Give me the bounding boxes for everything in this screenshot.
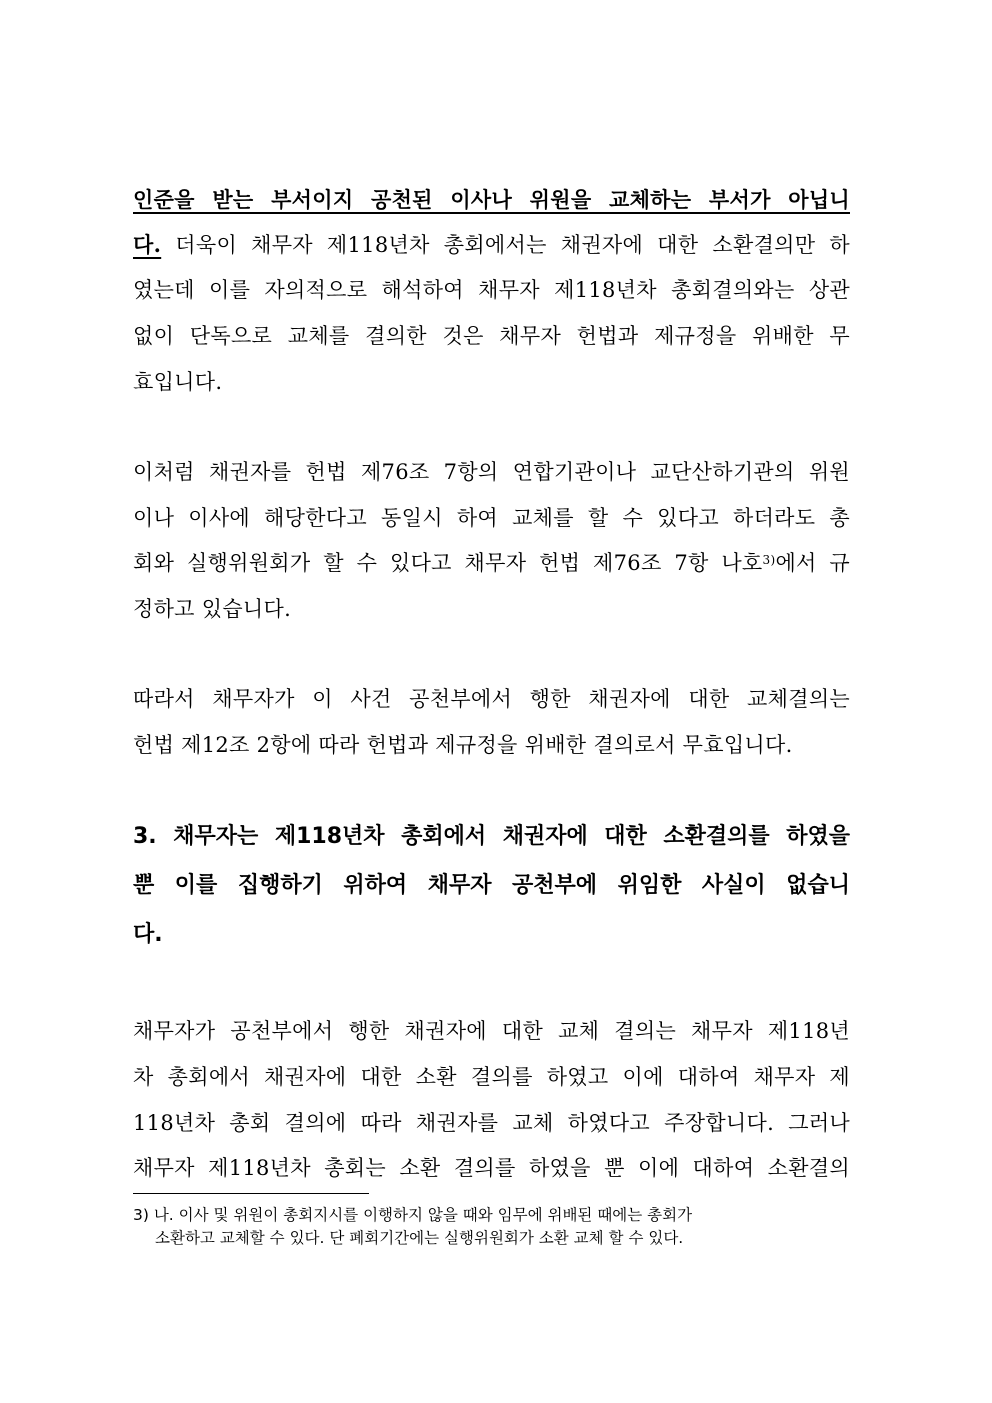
paragraph-2-line-4: 정하고 있습니다. xyxy=(133,597,292,621)
paragraph-1-line-5: 효입니다. xyxy=(133,370,223,394)
paragraph-1-line-2-bold: 다. xyxy=(133,232,162,257)
paragraph-4-line-3: 118년차 총회 결의에 따라 채권자를 교체 하였다고 주장합니다. 그러나 xyxy=(133,1111,850,1135)
paragraph-2-line-3-text: 회와 실행위원회가 할 수 있다고 채무자 헌법 제76조 7항 나호 xyxy=(133,551,763,575)
footnote-reference[interactable]: 3) xyxy=(762,553,776,567)
paragraph-1-line-2 xyxy=(133,230,850,260)
section-3-heading-line-3: 다. xyxy=(133,922,163,947)
paragraph-2-line-2: 이나 이사에 해당한다고 동일시 하여 교체를 할 수 있다고 하더라도 총 xyxy=(133,506,850,530)
paragraph-3-line-2: 헌법 제12조 2항에 따라 헌법과 제규정을 위배한 결의로서 무효입니다. xyxy=(133,733,793,757)
paragraph-1-line-2-rest: 더욱이 채무자 제118년차 총회에서는 채권자에 대한 소환결의만 하 xyxy=(161,233,850,257)
paragraph-1-line-1: 인준을 받는 부서이지 공천된 이사나 위원을 교체하는 부서가 아닙니 xyxy=(133,187,850,212)
footnote-line-1: 3) 나. 이사 및 위원이 총회지시를 이행하지 않을 때와 임무에 위배된 때에는 총회가 xyxy=(133,1206,693,1224)
paragraph-3-line-1: 따라서 채무자가 이 사건 공천부에서 행한 채권자에 대한 교체결의는 xyxy=(133,687,850,711)
footnote-separator xyxy=(133,1193,369,1194)
paragraph-2-line-3 xyxy=(133,548,850,578)
footnote-line-2: 소환하고 교체할 수 있다. 단 폐회기간에는 실행위원회가 소환 교체 할 수 있다. xyxy=(155,1229,684,1247)
section-3-heading-line-1: 3. 채무자는 제118년차 총회에서 채권자에 대한 소환결의를 하였을 xyxy=(133,824,850,849)
paragraph-4-line-1: 채무자가 공천부에서 행한 채권자에 대한 교체 결의는 채무자 제118년 xyxy=(133,1019,850,1043)
paragraph-1-line-3: 였는데 이를 자의적으로 해석하여 채무자 제118년차 총회결의와는 상관 xyxy=(133,278,850,302)
section-3-heading-line-2: 뿐 이를 집행하기 위하여 채무자 공천부에 위임한 사실이 없습니 xyxy=(133,873,850,898)
paragraph-4-line-2: 차 총회에서 채권자에 대한 소환 결의를 하였고 이에 대하여 채무자 제 xyxy=(133,1065,850,1089)
paragraph-2-line-1: 이처럼 채권자를 헌법 제76조 7항의 연합기관이나 교단산하기관의 위원 xyxy=(133,460,850,484)
paragraph-4-line-4: 채무자 제118년차 총회는 소환 결의를 하였을 뿐 이에 대하여 소환결의 xyxy=(133,1156,850,1180)
paragraph-2-line-3-end: 에서 규 xyxy=(775,551,850,575)
paragraph-1-line-4: 없이 단독으로 교체를 결의한 것은 채무자 헌법과 제규정을 위배한 무 xyxy=(133,324,850,348)
